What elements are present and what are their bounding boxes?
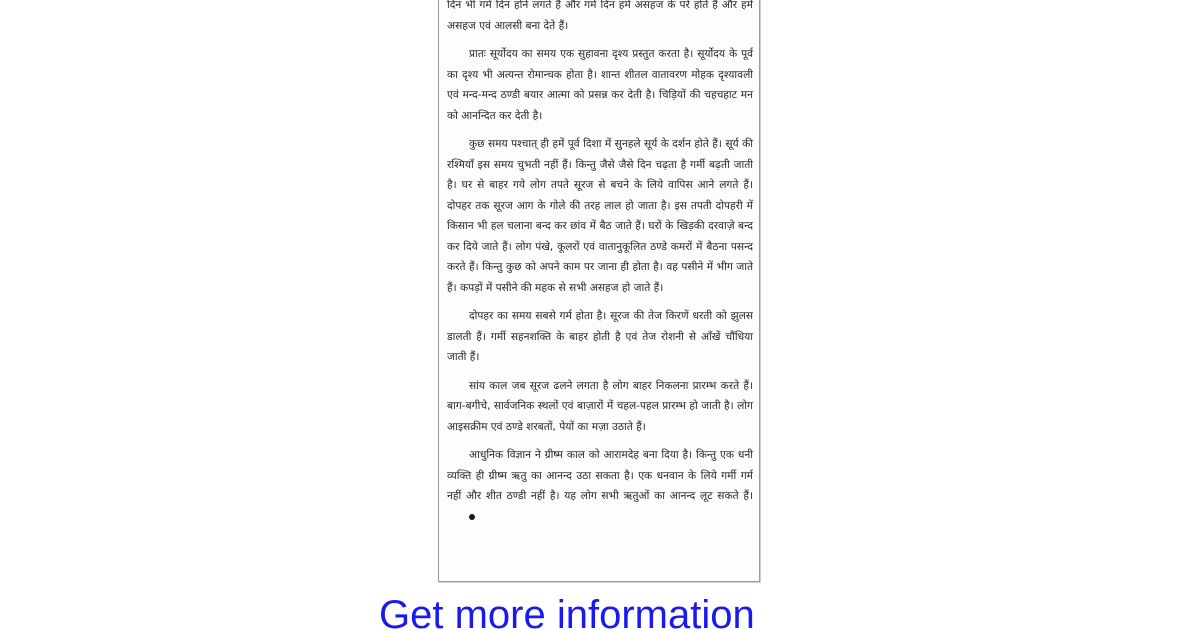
paragraph-modern-science xyxy=(447,445,753,527)
get-more-information-link[interactable]: Get more information xyxy=(379,593,755,630)
paragraph-day-heat: कुछ समय पश्चात् ही हमें पूर्व दिशा में सुनहले सूर्य के दर्शन होते हैं। सूर्य की रश्मियाँ इस समय चुभती नहीं हैं। किन्तु जैसे जैसे दिन चढ़ता है गर्मी बढ़ती जाती है। घर से बाहर गये लोग तपते सूरज से बचने के लिये वापिस आने लगते हैं। दोपहर तक सूरज आग के गोले की तरह लाल हो जाता है। इस तपती दोपहरी में किसान भी हल चलाना बन्द कर छांव में बैठ जाते हैं। घरों के खिड़की दरवाज़े बन्द कर दिये जाते हैं। लोग पंखे, कूलरों एवं वातानुकूलित ठण्डे कमरों में बैठना पसन्द करते हैं। किन्तु कुछ को अपने काम पर जाना ही होता है। वह पसीने में भीग जाते हैं। कपड़ों में पसीने की महक से सभी असहज हो जाते हैं। xyxy=(447,138,753,294)
document-text xyxy=(447,0,753,535)
end-bullet-icon xyxy=(469,514,475,520)
paragraph-modern-science-text: आधुनिक विज्ञान ने ग्रीष्म काल को आरामदेह बना दिया है। किन्तु एक धनी व्यक्ति ही ग्रीष्म ऋतु का आनन्द उठा सकता है। एक धनवान के लिये गर्मी गर्म नहीं और शीत ठण्डी नहीं है। यह लोग सभी ऋतुओं का आनन्द लूट सकते हैं। xyxy=(447,449,753,502)
paragraph-intro: दिन भी गर्म दिन होने लगते हैं और गर्म दिन हमें असहज के परे होते हैं और हमें असहज एवं आलसी बना देते हैं। xyxy=(447,0,753,32)
scanned-document-page xyxy=(438,0,760,582)
paragraph-evening: सांय काल जब सूरज ढलने लगता है लोग बाहर निकलना प्रारम्भ करते हैं। बाग-बगीचे, सार्वजनिक स्थलों एवं बाज़ारों में चहल-पहल प्रारम्भ हो जाती है। लोग आइसक्रीम एवं ठण्डे शरबतों, पेयों का मज़ा उठाते हैं। xyxy=(447,379,753,433)
paragraph-sunrise: प्रातः सूर्योदय का समय एक सुहावना दृश्य प्रस्तुत करता है। सूर्योदय के पूर्व का दृश्य भी अत्यन्त रोमान्चक होता है। शान्त शीतल वातावरण मोहक दृश्यावली एवं मन्द-मन्द ठण्डी बयार आत्मा को प्रसन्न कर देती है। चिड़ियों की चहचहाट मन को आनन्दित कर देती है। xyxy=(447,48,753,122)
paragraph-noon: दोपहर का समय सबसे गर्म होता है। सूरज की तेज किरणें धरती को झुलस डालती हैं। गर्मी सहनशक्ति के बाहर होती है एवं तेज रोशनी से आँखें चौंधिया जाती हैं। xyxy=(447,310,753,363)
